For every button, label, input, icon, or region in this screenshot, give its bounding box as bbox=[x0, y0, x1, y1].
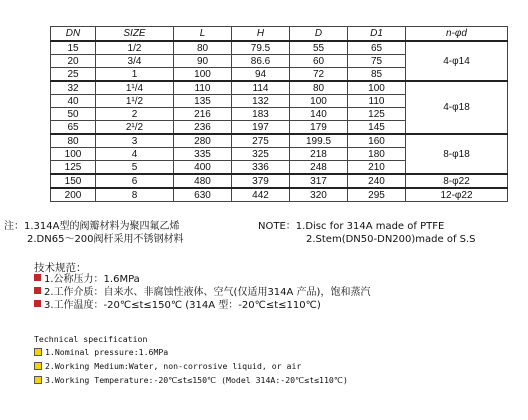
cell-size: 4 bbox=[96, 148, 174, 161]
cell-d1: 100 bbox=[348, 81, 406, 95]
tech-spec-item-cn bbox=[34, 296, 321, 311]
cell-bolt-holes: 12-φ22 bbox=[406, 188, 508, 202]
table-group bbox=[51, 134, 508, 174]
cell-l: 335 bbox=[174, 148, 232, 161]
header-bolt-holes: n-φd bbox=[406, 27, 508, 42]
cell-dn: 80 bbox=[51, 134, 96, 148]
cell-size: 5 bbox=[96, 161, 174, 175]
yellow-square-icon bbox=[34, 376, 42, 384]
cell-d1: 145 bbox=[348, 121, 406, 135]
tech-spec-text: 2.Working Medium:Water, non-corrosive liquid, or air bbox=[45, 361, 302, 371]
cell-bolt-holes: 4-φ14 bbox=[406, 41, 508, 81]
cell-l: 90 bbox=[174, 55, 232, 68]
tech-spec-text: 3.工作温度：-20℃≤t≤150℃ (314A 型：-20℃≤t≤110℃) bbox=[44, 300, 321, 311]
cell-d: 140 bbox=[290, 108, 348, 121]
cell-l: 80 bbox=[174, 41, 232, 55]
cell-l: 135 bbox=[174, 95, 232, 108]
tech-spec-title-en: Technical specification bbox=[34, 334, 148, 344]
cell-size: 8 bbox=[96, 188, 174, 202]
red-square-icon bbox=[34, 300, 41, 307]
cell-size: 1¹/4 bbox=[96, 81, 174, 95]
cell-dn: 100 bbox=[51, 148, 96, 161]
table-header-row bbox=[51, 27, 508, 42]
table-row bbox=[51, 174, 508, 188]
table-row bbox=[51, 134, 508, 148]
red-square-icon bbox=[34, 287, 41, 294]
cell-h: 197 bbox=[232, 121, 290, 135]
header-d: D bbox=[290, 27, 348, 42]
cell-h: 94 bbox=[232, 68, 290, 82]
cell-bolt-holes: 8-φ18 bbox=[406, 134, 508, 174]
cell-d: 55 bbox=[290, 41, 348, 55]
header-dn: DN bbox=[51, 27, 96, 42]
cell-bolt-holes: 8-φ22 bbox=[406, 174, 508, 188]
cell-h: 132 bbox=[232, 95, 290, 108]
cell-size: 1¹/2 bbox=[96, 95, 174, 108]
cell-dn: 25 bbox=[51, 68, 96, 82]
cell-dn: 20 bbox=[51, 55, 96, 68]
cell-d1: 210 bbox=[348, 161, 406, 175]
cell-h: 114 bbox=[232, 81, 290, 95]
tech-spec-item-en bbox=[34, 361, 301, 371]
table-group bbox=[51, 174, 508, 188]
cell-l: 216 bbox=[174, 108, 232, 121]
cell-d1: 85 bbox=[348, 68, 406, 82]
header-d1: D1 bbox=[348, 27, 406, 42]
cell-h: 79.5 bbox=[232, 41, 290, 55]
cell-l: 480 bbox=[174, 174, 232, 188]
cell-d1: 110 bbox=[348, 95, 406, 108]
cell-d: 218 bbox=[290, 148, 348, 161]
cell-bolt-holes: 4-φ18 bbox=[406, 81, 508, 134]
cell-h: 86.6 bbox=[232, 55, 290, 68]
cell-dn: 32 bbox=[51, 81, 96, 95]
cell-dn: 40 bbox=[51, 95, 96, 108]
note-cn-1: 注：1.314A型的阀瓣材料为聚四氟乙烯 bbox=[4, 221, 180, 232]
cell-d: 72 bbox=[290, 68, 348, 82]
cell-l: 280 bbox=[174, 134, 232, 148]
cell-d: 100 bbox=[290, 95, 348, 108]
cell-d: 80 bbox=[290, 81, 348, 95]
cell-d: 248 bbox=[290, 161, 348, 175]
cell-d: 199.5 bbox=[290, 134, 348, 148]
cell-d1: 240 bbox=[348, 174, 406, 188]
cell-size: 3 bbox=[96, 134, 174, 148]
cell-dn: 50 bbox=[51, 108, 96, 121]
note-en-2: 2.Stem(DN50-DN200)made of S.S bbox=[306, 234, 476, 245]
dimension-table bbox=[50, 26, 508, 202]
table-group bbox=[51, 41, 508, 81]
cell-dn: 200 bbox=[51, 188, 96, 202]
cell-size: 2 bbox=[96, 108, 174, 121]
cell-l: 630 bbox=[174, 188, 232, 202]
cell-h: 336 bbox=[232, 161, 290, 175]
header-h: H bbox=[232, 27, 290, 42]
cell-d1: 75 bbox=[348, 55, 406, 68]
table-row bbox=[51, 81, 508, 95]
cell-d: 320 bbox=[290, 188, 348, 202]
cell-d1: 160 bbox=[348, 134, 406, 148]
cell-size: 3/4 bbox=[96, 55, 174, 68]
cell-d1: 125 bbox=[348, 108, 406, 121]
cell-size: 2¹/2 bbox=[96, 121, 174, 135]
note-en-1: NOTE：1.Disc for 314A made of PTFE bbox=[258, 221, 445, 232]
tech-spec-item-en bbox=[34, 375, 348, 385]
cell-h: 183 bbox=[232, 108, 290, 121]
cell-d: 60 bbox=[290, 55, 348, 68]
table-group bbox=[51, 81, 508, 134]
tech-spec-text: 1.Nominal pressure:1.6MPa bbox=[45, 347, 169, 357]
cell-h: 379 bbox=[232, 174, 290, 188]
cell-d: 179 bbox=[290, 121, 348, 135]
cell-l: 400 bbox=[174, 161, 232, 175]
table-row bbox=[51, 41, 508, 55]
tech-spec-text: 3.Working Temperature:-20℃≤t≤150℃ (Model 314A:-20℃≤t≤110℃) bbox=[45, 375, 348, 385]
tech-spec-item-en bbox=[34, 347, 168, 357]
header-size: SIZE bbox=[96, 27, 174, 42]
cell-d1: 295 bbox=[348, 188, 406, 202]
cell-h: 275 bbox=[232, 134, 290, 148]
tech-spec-text: 1.公称压力：1.6MPa bbox=[44, 274, 140, 285]
table-row bbox=[51, 188, 508, 202]
note-cn-2: 2.DN65～200阀杆采用不锈钢材料 bbox=[27, 234, 184, 245]
cell-size: 6 bbox=[96, 174, 174, 188]
cell-size: 1 bbox=[96, 68, 174, 82]
cell-l: 100 bbox=[174, 68, 232, 82]
table-group bbox=[51, 188, 508, 202]
cell-d: 317 bbox=[290, 174, 348, 188]
cell-dn: 150 bbox=[51, 174, 96, 188]
tech-spec-title-cn: 技术规范： bbox=[34, 262, 87, 274]
tech-spec-text: 2.工作介质：自来水、非腐蚀性液体、空气(仅适用314A 产品)，饱和蒸汽 bbox=[44, 287, 371, 298]
cell-dn: 15 bbox=[51, 41, 96, 55]
cell-l: 236 bbox=[174, 121, 232, 135]
yellow-square-icon bbox=[34, 362, 42, 370]
red-square-icon bbox=[34, 274, 41, 281]
cell-d1: 180 bbox=[348, 148, 406, 161]
cell-dn: 65 bbox=[51, 121, 96, 135]
yellow-square-icon bbox=[34, 348, 42, 356]
header-l: L bbox=[174, 27, 232, 42]
cell-l: 110 bbox=[174, 81, 232, 95]
cell-size: 1/2 bbox=[96, 41, 174, 55]
cell-h: 442 bbox=[232, 188, 290, 202]
cell-h: 325 bbox=[232, 148, 290, 161]
cell-dn: 125 bbox=[51, 161, 96, 175]
cell-d1: 65 bbox=[348, 41, 406, 55]
